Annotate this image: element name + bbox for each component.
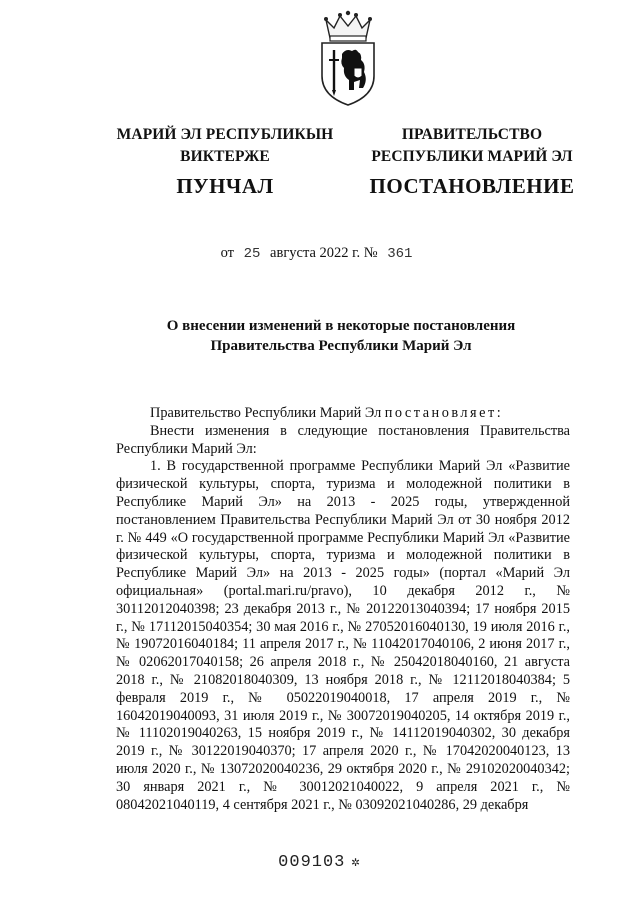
crown-icon [324, 11, 372, 41]
title-line1: О внесении изменений в некоторые постановления [166, 318, 516, 334]
body-paragraph-2: Внести изменения в следующие постановления Правительства Республики Марий Эл: [116, 422, 570, 457]
date-month-year: августа 2022 г. № [270, 245, 378, 261]
shield-icon [322, 43, 374, 105]
serial-digits: 009103 [278, 853, 346, 872]
header-left-line1: МАРИЙ ЭЛ РЕСПУБЛИКЫН [116, 126, 334, 143]
title-line2: Правительства Республики Марий Эл [210, 338, 472, 354]
coat-of-arms-emblem [316, 10, 380, 108]
body-intro-prefix: Правительство Республики Марий Эл [150, 405, 382, 421]
header-right-line2: РЕСПУБЛИКИ МАРИЙ ЭЛ [371, 148, 573, 165]
serial-number [0, 853, 639, 872]
date-day: 25 [243, 246, 261, 262]
header-left-line2: ВИКТЕРЖЕ [180, 148, 270, 165]
serial-star-icon: ✲ [351, 855, 361, 871]
header-right-line1: ПРАВИТЕЛЬСТВО [401, 126, 543, 143]
document-title [100, 316, 582, 356]
date-line [0, 245, 639, 262]
header-left-doctype: ПУНЧАЛ [176, 174, 274, 198]
date-prefix: от [220, 245, 234, 261]
body-intro [116, 405, 570, 423]
body-paragraph-3: 1. В государственной программе Республики Марий Эл «Развитие физической культуры, спорта, туризма и молодежной политики в Республике Марий Эл» на 2013 - 2025 годы, утвержденной постановлением Правительства Республики Марий Эл от 30 ноября 2012 г. № 449 «О государственной программе Республики Марий Эл «Развитие физической культуры, спорта, туризма и молодежной политики в Республике Марий Эл» на 2013 - 2025 годы» (портал «Марий Эл официальная» (portal.mari.ru/pravo), 10 декабря 2012 г., № 30112012040398; 23 декабря 2013 г., № 20122013040394; 17 ноября 2015 г., № 17112015040354; 30 мая 2016 г., № 27052016040130, 19 июля 2016 г., № 19072016040184; 11 апреля 2017 г., № 11042017040106, 2 июня 2017 г., № 02062017040158; 26 апреля 2018 г., № 25042018040160, 21 августа 2018 г., № 21082018040309, 13 ноября 2018 г., № 12112018040384; 5 февраля 2019 г., № 05022019040018, 17 апреля 2019 г., № 16042019040093, 31 июля 2019 г., № 30072019040205, 14 октября 2019 г., № 11102019040263, 15 ноября 2019 г., № 14112019040302, 30 декабря 2019 г., № 30122019040370; 17 апреля 2020 г., № 17042020040123, 13 июля 2020 г., № 13072020040236, 29 октября 2020 г., № 29102020040342; 30 января 2021 г., № 30012021040022, 9 апреля 2021 г., № 08042021040119, 4 сентября 2021 г., № 03092021040286, 29 декабря [116, 458, 570, 813]
header-left-block [100, 124, 350, 200]
header-right-block [360, 124, 584, 200]
document-number: 361 [387, 246, 413, 262]
header-right-doctype: ПОСТАНОВЛЕНИЕ [369, 174, 575, 198]
document-body [116, 405, 570, 814]
body-intro-verb: постановляет: [384, 405, 504, 421]
